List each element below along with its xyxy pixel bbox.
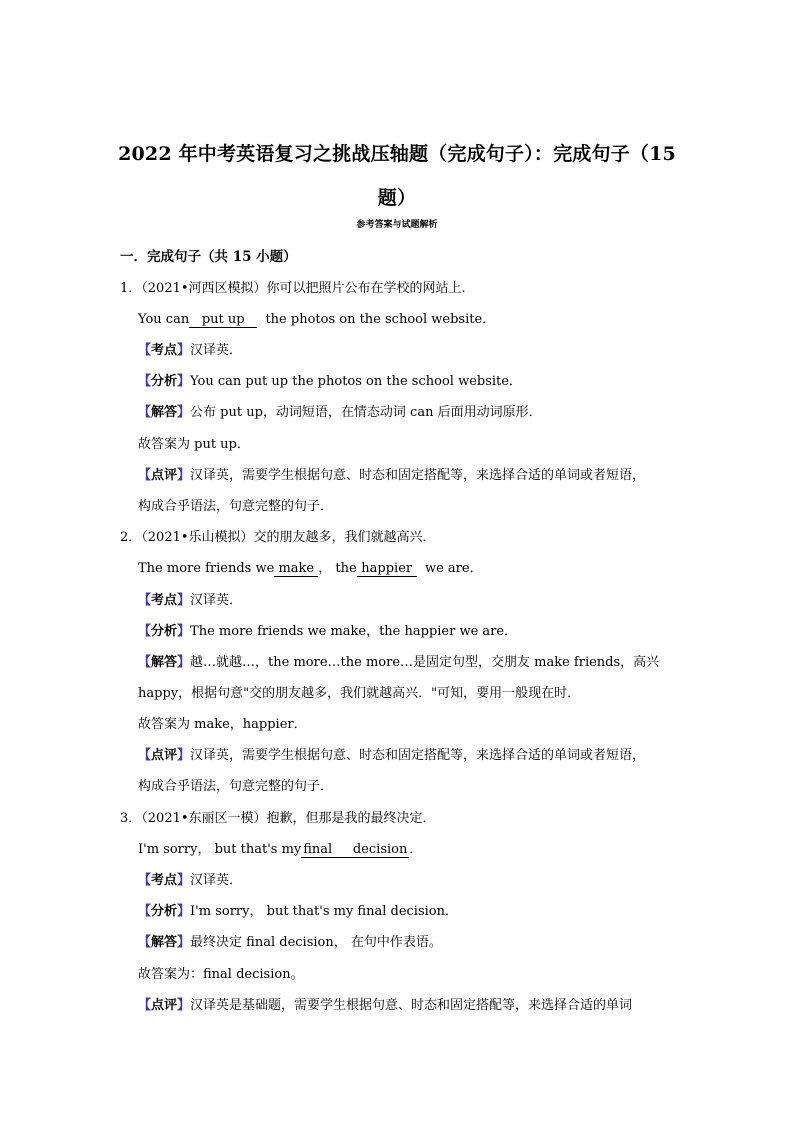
q1-sentence (138, 311, 495, 329)
q2-dianping: 【点评】汉译英，需要学生根据句意、时态和固定搭配等，来选择合适的单词或者短语， (138, 748, 646, 763)
page-title (100, 132, 694, 220)
q1-dianping-cont: 构成合乎语法，句意完整的句子． (138, 499, 334, 514)
q2-sentence (138, 560, 483, 578)
q2-fenxi: 【分析】The more friends we make，the happier we are． (138, 624, 518, 639)
q2-dianping-cont: 构成合乎语法，句意完整的句子． (138, 779, 334, 794)
q1-sentence-after: the photos on the school website． (265, 312, 496, 327)
q1-blank-1: put up (189, 313, 257, 328)
q2-sentence-after: we are． (424, 561, 483, 576)
title-line-1: 2022 年中考英语复习之挑战压轴题（完成句子）：完成句子（15 (118, 143, 676, 165)
tag-fenxi: 分析 (151, 624, 178, 639)
q2-kaodian: 【考点】汉译英． (138, 593, 243, 608)
q2-sentence-before: The more friends we (138, 561, 275, 576)
tag-fenxi: 分析 (151, 904, 178, 919)
tag-kaodian: 考点 (151, 873, 178, 888)
q2-blank-1: make (274, 562, 318, 577)
tag-jieda: 解答 (151, 655, 178, 670)
tag-fenxi: 分析 (151, 374, 178, 389)
q1-kaodian: 【考点】汉译英． (138, 343, 243, 358)
tag-dianping: 点评 (151, 748, 178, 763)
tag-jieda: 解答 (151, 935, 178, 950)
tag-kaodian: 考点 (151, 593, 178, 608)
q3-dianping: 【点评】汉译英是基础题，需要学生根据句意、时态和固定搭配等，来选择合适的单词 (138, 998, 633, 1013)
q1-jieda: 【解答】公布 put up，动词短语，在情态动词 can 后面用动词原形． (138, 405, 542, 420)
q2-answer: 故答案为 make，happier． (138, 717, 307, 732)
subtitle: 参考答案与试题解析 (356, 220, 438, 230)
q2-jieda-cont: happy，根据句意"交的朋友越多，我们就越高兴．"可知，要用一般现在时． (138, 686, 581, 701)
section-heading: 一．完成句子（共 15 小题） (120, 249, 297, 265)
q3-sentence-after: ． (409, 842, 423, 857)
q1-fenxi: 【分析】You can put up the photos on the school website． (138, 374, 522, 389)
q2-blank-2: happier (357, 562, 417, 577)
q1-question: 1．（2021•河西区模拟）你可以把照片公布在学校的网站上． (120, 281, 475, 296)
q2-question: 2．（2021•乐山模拟）交的朋友越多，我们就越高兴． (120, 530, 436, 545)
q1-answer: 故答案为 put up． (138, 437, 250, 452)
tag-dianping: 点评 (151, 998, 178, 1013)
q3-question: 3．（2021•东丽区一模）抱歉，但那是我的最终决定． (120, 811, 436, 826)
q3-blank-1: final decision (303, 842, 408, 857)
q1-sentence-before: You can (138, 312, 190, 327)
q3-kaodian: 【考点】汉译英． (138, 873, 243, 888)
q3-jieda: 【解答】最终决定 final decision， 在句中作表语。 (138, 935, 442, 950)
q1-dianping: 【点评】汉译英，需要学生根据句意、时态和固定搭配等，来选择合适的单词或者短语， (138, 468, 646, 483)
q3-sentence (138, 841, 422, 859)
q3-sentence-before: I'm sorry， but that's my (138, 842, 302, 857)
title-line-2: 题） (377, 187, 417, 209)
q2-jieda: 【解答】越…就越…，the more…the more…是固定句型，交朋友 make friends，高兴 (138, 655, 660, 670)
tag-kaodian: 考点 (151, 343, 178, 358)
q3-answer: 故答案为：final decision。 (138, 967, 304, 982)
tag-jieda: 解答 (151, 405, 178, 420)
tag-dianping: 点评 (151, 468, 178, 483)
q3-fenxi: 【分析】I'm sorry， but that's my final decision． (138, 904, 458, 919)
q2-sentence-mid: ， the (318, 561, 357, 576)
